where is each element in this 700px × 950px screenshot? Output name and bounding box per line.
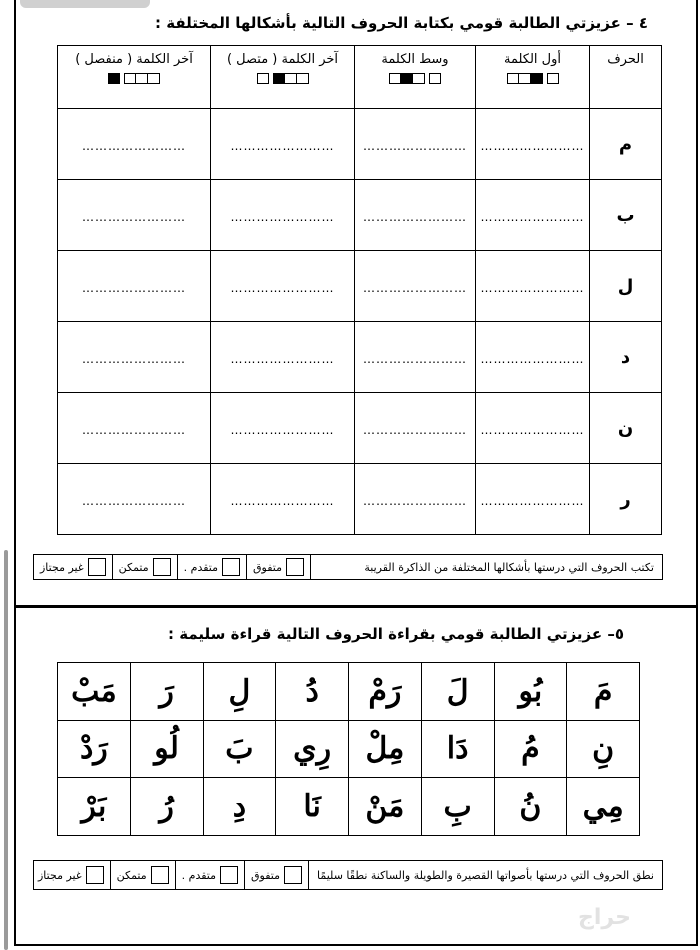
syllable-cell: دِ bbox=[203, 778, 276, 836]
checkbox[interactable] bbox=[88, 558, 106, 576]
blank-cell[interactable]: …………………… bbox=[58, 464, 211, 535]
checkbox[interactable] bbox=[220, 866, 238, 884]
syllable-cell: بُو bbox=[494, 663, 567, 721]
q4-title: ٤ – عزيزتي الطالبة قومي بكتابة الحروف التالية بأشكالها المختلفة : bbox=[155, 14, 648, 32]
blank-cell[interactable]: …………………… bbox=[355, 393, 476, 464]
header-end-connected: آخر الكلمة ( متصل ) bbox=[211, 46, 355, 109]
syllable-cell: رَمْ bbox=[349, 663, 422, 721]
syllable-cell: مِلْ bbox=[349, 720, 422, 778]
blank-cell[interactable]: …………………… bbox=[476, 464, 590, 535]
grid-row bbox=[58, 663, 640, 721]
checkbox[interactable] bbox=[284, 866, 302, 884]
q5-title: ٥– عزيزتي الطالبة قومي بقراءة الحروف التالية قراءة سليمة : bbox=[168, 625, 624, 643]
syllable-cell: دَا bbox=[421, 720, 494, 778]
letter-cell: م bbox=[590, 109, 662, 180]
syllable-cell: رُ bbox=[130, 778, 203, 836]
table-header-row bbox=[58, 46, 662, 109]
rubric-option-not-passed[interactable]: غير مجتاز bbox=[32, 861, 110, 889]
end-connected-boxes bbox=[211, 73, 354, 84]
header-end-separate: آخر الكلمة ( منفصل ) bbox=[58, 46, 211, 109]
rubric-option-advanced[interactable]: متقدم . bbox=[177, 555, 246, 579]
checkbox[interactable] bbox=[222, 558, 240, 576]
middle-form-boxes bbox=[355, 73, 475, 84]
blank-cell[interactable]: …………………… bbox=[355, 180, 476, 251]
syllable-cell: نِ bbox=[567, 720, 640, 778]
blank-cell[interactable]: …………………… bbox=[58, 251, 211, 322]
syllable-cell: مَنْ bbox=[349, 778, 422, 836]
syllable-cell: دُ bbox=[276, 663, 349, 721]
blank-cell[interactable]: …………………… bbox=[58, 322, 211, 393]
blank-cell[interactable]: …………………… bbox=[476, 180, 590, 251]
blank-cell[interactable]: …………………… bbox=[58, 180, 211, 251]
rubric-description: نطق الحروف التي درستها بأصواتها القصيرة والطويلة والساكنة نطقًا سليمًا bbox=[308, 861, 662, 889]
checkbox[interactable] bbox=[151, 866, 169, 884]
table-row bbox=[58, 322, 662, 393]
syllable-cell: مُ bbox=[494, 720, 567, 778]
syllable-cell: رَ bbox=[130, 663, 203, 721]
syllable-cell: لِ bbox=[203, 663, 276, 721]
scrollbar[interactable] bbox=[4, 550, 8, 950]
letter-cell: د bbox=[590, 322, 662, 393]
blank-cell[interactable]: …………………… bbox=[211, 251, 355, 322]
blank-cell[interactable]: …………………… bbox=[476, 251, 590, 322]
checkbox[interactable] bbox=[153, 558, 171, 576]
blank-cell[interactable]: …………………… bbox=[476, 109, 590, 180]
checkbox[interactable] bbox=[86, 866, 104, 884]
start-form-boxes bbox=[476, 73, 589, 84]
rubric-option-proficient[interactable]: متمكن bbox=[110, 861, 175, 889]
checkbox[interactable] bbox=[286, 558, 304, 576]
blank-cell[interactable]: …………………… bbox=[211, 393, 355, 464]
syllable-cell: نَا bbox=[276, 778, 349, 836]
table-row bbox=[58, 109, 662, 180]
blank-cell[interactable]: …………………… bbox=[476, 322, 590, 393]
blank-cell[interactable]: …………………… bbox=[211, 464, 355, 535]
table-row bbox=[58, 251, 662, 322]
watermark: حراج bbox=[578, 905, 631, 930]
blank-cell[interactable]: …………………… bbox=[211, 180, 355, 251]
reading-grid bbox=[57, 662, 640, 836]
syllable-cell: رِي bbox=[276, 720, 349, 778]
table-row bbox=[58, 393, 662, 464]
letter-cell: ر bbox=[590, 464, 662, 535]
grid-row bbox=[58, 720, 640, 778]
blank-cell[interactable]: …………………… bbox=[58, 393, 211, 464]
section-divider bbox=[14, 605, 698, 608]
letter-cell: ن bbox=[590, 393, 662, 464]
blank-cell[interactable]: …………………… bbox=[211, 322, 355, 393]
q4-rubric bbox=[33, 554, 663, 580]
rubric-option-excellent[interactable]: متفوق bbox=[246, 555, 310, 579]
letter-cell: ل bbox=[590, 251, 662, 322]
syllable-cell: مَبْ bbox=[58, 663, 131, 721]
table-row bbox=[58, 180, 662, 251]
syllable-cell: مَ bbox=[567, 663, 640, 721]
rubric-option-excellent[interactable]: متفوق bbox=[244, 861, 308, 889]
syllable-cell: لَ bbox=[421, 663, 494, 721]
grid-row bbox=[58, 778, 640, 836]
q5-rubric bbox=[33, 860, 663, 890]
blank-cell[interactable]: …………………… bbox=[476, 393, 590, 464]
header-letter: الحرف bbox=[590, 46, 662, 109]
syllable-cell: رَدْ bbox=[58, 720, 131, 778]
blank-cell[interactable]: …………………… bbox=[355, 251, 476, 322]
rubric-option-proficient[interactable]: متمكن bbox=[112, 555, 177, 579]
rubric-description: تكتب الحروف التي درستها بأشكالها المختلفة من الذاكرة القريبة bbox=[310, 555, 662, 579]
blank-cell[interactable]: …………………… bbox=[58, 109, 211, 180]
rubric-option-advanced[interactable]: متقدم . bbox=[175, 861, 244, 889]
header-middle: وسط الكلمة bbox=[355, 46, 476, 109]
blank-cell[interactable]: …………………… bbox=[355, 322, 476, 393]
rubric-option-not-passed[interactable]: غير مجتاز bbox=[34, 555, 112, 579]
syllable-cell: بَ bbox=[203, 720, 276, 778]
syllable-cell: لُو bbox=[130, 720, 203, 778]
blank-cell[interactable]: …………………… bbox=[355, 109, 476, 180]
blank-cell[interactable]: …………………… bbox=[355, 464, 476, 535]
syllable-cell: نُ bbox=[494, 778, 567, 836]
blank-cell[interactable]: …………………… bbox=[211, 109, 355, 180]
header-start: أول الكلمة bbox=[476, 46, 590, 109]
syllable-cell: بَرْ bbox=[58, 778, 131, 836]
letter-forms-table bbox=[57, 45, 662, 535]
syllable-cell: بِ bbox=[421, 778, 494, 836]
syllable-cell: مِي bbox=[567, 778, 640, 836]
letter-cell: ب bbox=[590, 180, 662, 251]
table-row bbox=[58, 464, 662, 535]
end-separate-boxes bbox=[58, 73, 210, 84]
